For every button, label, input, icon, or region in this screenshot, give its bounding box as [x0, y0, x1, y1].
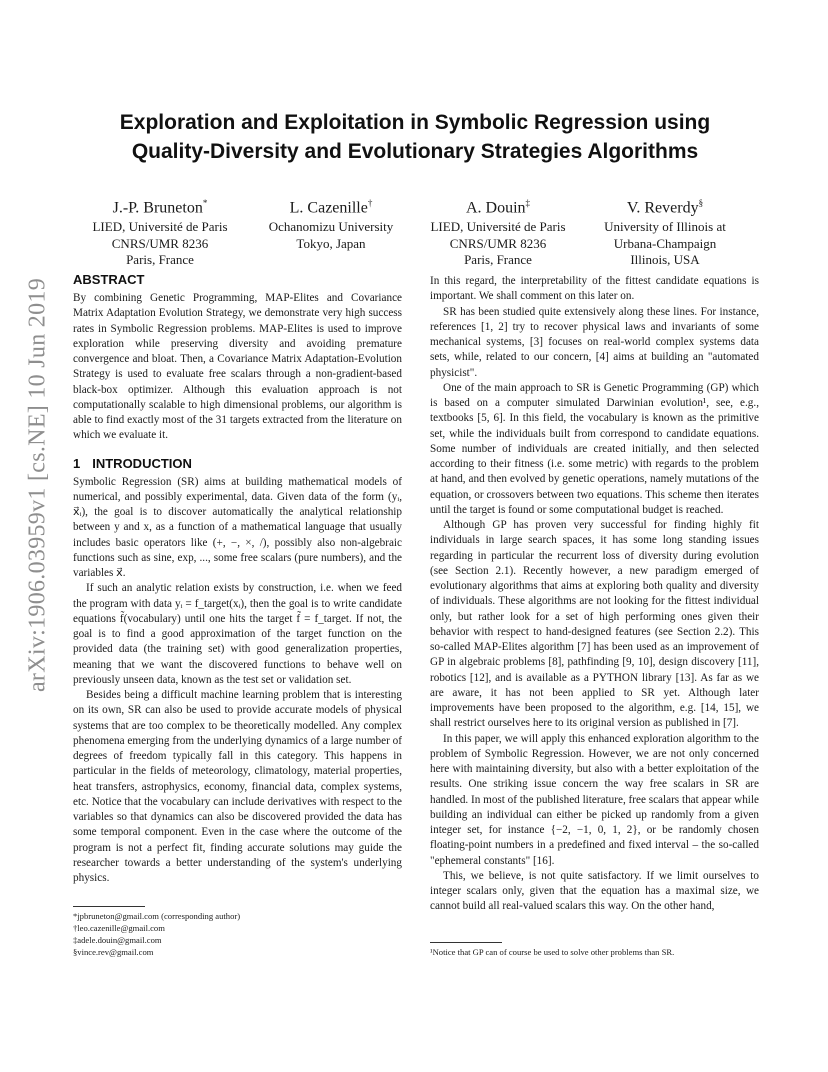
right-paragraph-3: One of the main approach to SR is Genetic Programming (GP) which is based on a computer simulated Darwinian evolution¹, see, e.g., textbooks [5, 6]. In this field, the vocabulary is known as the primitive set, while the individuals built from correspond to candidate equations. Some number of individuals are created initially, and then selected according to their fitness (i.e. some metric) with regards to the problem at hand, and then evolved by genetic operations, namely mutations of the equation, or crossovers between two equations. This scheme then iterates until the target is found or some computational budget is reached.: [430, 381, 759, 516]
author-block-3: [413, 193, 583, 269]
author-footnote-mark: *: [202, 198, 208, 208]
author-footnote-mark: †: [367, 198, 373, 208]
section-number: 1: [73, 455, 81, 471]
author-affiliation: Illinois, USA: [630, 252, 700, 268]
footnotes-right: [430, 946, 674, 958]
footnote: §vince.rev@gmail.com: [73, 947, 154, 957]
author-name: A. Douin: [465, 199, 526, 217]
author-affiliation: Paris, France: [464, 252, 532, 268]
right-paragraph-2: SR has been studied quite extensively along these lines. For instance, references [1, 2] try to recover physical laws and invariants of some mechanical systems, [3] focuses on real-world complex systems data sets, while, related to our concern, [4] aims at building an "automated physicist".: [430, 305, 759, 379]
right-paragraph-6: This, we believe, is not quite satisfactory. If we limit ourselves to integer scalars only, given that the equation has a maximal size, we cannot build all real-valued scalars this way. On the other hand,: [430, 869, 759, 913]
intro-paragraph-3: Besides being a difficult machine learning problem that is interesting on its own, SR can also be used to provide accurate models of physical systems that are too complex to be theoretically modelled. Any complex phenomena emerging from the underlying dynamics of a large number of degrees of freedom typically fall in this category. This happens in particular in the fields of meteorology, climatology, material properties, heat transfers, astrophysics, economy, financial data, complex systems, etc. Notice that the vocabulary can include derivatives with respect to the variables so that dynamics can also be discovered provided the data has some temporal component. Even in the case where the outcome of the program is not a perfect fit, finding accurate solutions may guide the researcher towards a better understanding of the system's underlying physics.: [73, 689, 402, 884]
intro-paragraph-2: If such an analytic relation exists by construction, i.e. when we feed the program with data yᵢ = f_target(xᵢ), then the goal is to write candidate equations f̃(vocabulary) until one hits the target f̃ = f_target. If not, the goal is to find a good approximation of the target function on the provided data (the training set) with good generalization properties, meaning that we want the discovered functions to behave well on previously unseen data, known as the test set or validation set.: [73, 582, 402, 686]
author-block-4: [580, 193, 750, 269]
author-name: L. Cazenille: [289, 199, 368, 217]
author-affiliation: CNRS/UMR 8236: [111, 235, 209, 251]
section-title: INTRODUCTION: [92, 455, 192, 471]
introduction-heading: [73, 456, 402, 472]
author-footnote-mark: ‡: [525, 198, 531, 208]
author-footnote-mark: §: [698, 198, 704, 208]
footnote-rule-left: [73, 906, 145, 907]
paper-title: [70, 108, 760, 166]
footnote: ‡adele.douin@gmail.com: [73, 935, 162, 945]
footnote: *jpbruneton@gmail.com (corresponding author): [73, 911, 241, 921]
author-affiliation: Paris, France: [126, 252, 194, 268]
footnote-rule-right: [430, 942, 502, 943]
footnotes-left: [73, 910, 240, 958]
author-block-1: [75, 193, 245, 269]
left-column: [73, 272, 402, 886]
author-name: J.-P. Bruneton: [112, 199, 203, 217]
right-paragraph-4: Although GP has proven very successful for finding highly fit individuals in large search spaces, it has some long standing issues regarding in particular the recurrent loss of diversity during evolution (see Section 2.1). Recently however, a new paradigm emerged of evolutionary algorithms that aims at exploring both quality and diversity of individuals. These algorithms are not looking for the fittest individual only, but rather look for a set of high performing ones given their behavior with respect to hand-designed features (see Section 2.2). This so-called MAP-Elites algorithm [7] has been used as an improvement of GP in algebraic problems [8], pathfinding [9, 10], design discovery [11], robotics [12], and is available as a PYTHON library [13]. As far as we are aware, it has not been applied to SR yet. Although later improvements have been proposed to the algorithm, e.g. [14, 15], we shall restrict ourselves here to its original version as published in [7].: [430, 519, 759, 730]
abstract-heading: ABSTRACT: [73, 272, 145, 287]
intro-paragraph-1: Symbolic Regression (SR) aims at building mathematical models of numerical, and possibly experimental, data. Given data of the form (yᵢ, x⃗ᵢ), the goal is to discover automatically the analytical relationship between y and x, as a function of a mathematical language that usually includes basic operators like (+, −, ×, /), possibly also non-algebraic functions such as sine, exp, ..., some free scalars (pure numbers), and the variables x⃗.: [73, 475, 402, 579]
author-affiliation: University of Illinois at: [604, 219, 726, 235]
author-affiliation: LIED, Université de Paris: [430, 219, 566, 235]
footnote: ¹Notice that GP can of course be used to solve other problems than SR.: [430, 947, 675, 957]
author-block-2: [246, 193, 416, 252]
abstract-text: By combining Genetic Programming, MAP-Elites and Covariance Matrix Adaptation Evolution Strategy, we demonstrate very high success rates in Symbolic Regression problems. MAP-Elites is used to improve exploration while preserving diversity and avoiding premature convergence and bloat. Then, a Covariance Matrix Adaptation-Evolution Strategy is used to evaluate free scalars through a non-gradient-based black-box optimizer. Although this evaluation approach is not computationally scalable to high dimensional problems, our algorithm is able to find exactly most of the 31 targets extracted from the literature on which we evaluate it.: [73, 292, 402, 442]
title-line-2: Quality-Diversity and Evolutionary Strategies Algorithms: [131, 140, 699, 163]
author-affiliation: Tokyo, Japan: [296, 235, 366, 251]
right-paragraph-1: In this regard, the interpretability of the fittest candidate equations is important. We shall comment on this later on.: [430, 275, 759, 303]
footnote: †leo.cazenille@gmail.com: [73, 923, 165, 933]
author-affiliation: Ochanomizu University: [268, 219, 394, 235]
arxiv-identifier: arXiv:1906.03959v1 [cs.NE] 10 Jun 2019: [24, 277, 51, 693]
right-column: [430, 274, 759, 915]
title-line-1: Exploration and Exploitation in Symbolic Regression using: [119, 111, 711, 134]
right-paragraph-5: In this paper, we will apply this enhanced exploration algorithm to the problem of Symbolic Regression. However, we are not only concerned here with maintaining diversity, but also with a better exploitation of the results. One striking issue concern the way free scalars in SR are handled. In most of the published literature, free scalars that appear while building an individual can either be picked up randomly from a given integer set, for instance {−2, −1, 0, 1, 2}, or be randomly chosen floating-point numbers in a predefined and fixed interval – the so-called "ephemeral constants" [16].: [430, 732, 759, 867]
author-affiliation: Urbana-Champaign: [613, 235, 717, 251]
author-name: V. Reverdy: [626, 199, 699, 217]
author-affiliation: CNRS/UMR 8236: [449, 235, 547, 251]
author-affiliation: LIED, Université de Paris: [92, 219, 228, 235]
